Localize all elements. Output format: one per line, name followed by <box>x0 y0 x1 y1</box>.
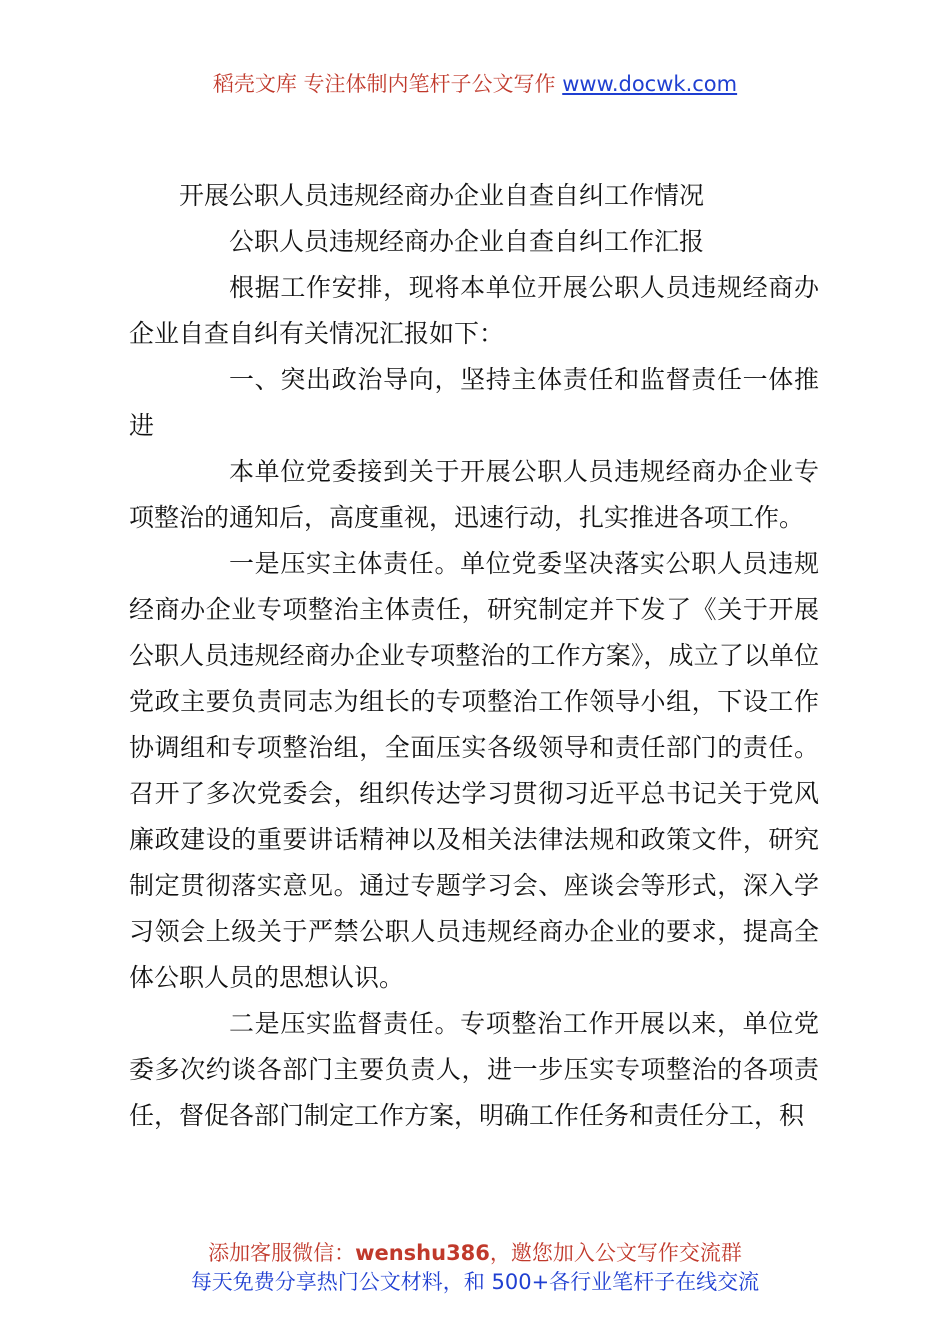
intro-paragraph: 根据工作安排，现将本单位开展公职人员违规经商办企业自查自纠有关情况汇报如下： <box>129 273 819 348</box>
paragraph-2: 一是压实主体责任。单位党委坚决落实公职人员违规经商办企业专项整治主体责任，研究制定并下发了《关于开展公职人员违规经商办企业专项整治的工作方案》，成立了以单位党政主要负责同志为组长的专项整治工作领导小组，下设工作协调组和专项整治组，全面压实各级领导和责任部门的责任。召开了多次党委会，组织传达学习贯彻习近平总书记关于党风廉政建设的重要讲话精神以及相关法律法规和政策文件，研究制定贯彻落实意见。通过专题学习会、座谈会等形式，深入学习领会上级关于严禁公职人员违规经商办企业的要求，提高全体公职人员的思想认识。 <box>129 549 819 992</box>
section-1-heading: 一、突出政治导向，坚持主体责任和监督责任一体推进 <box>129 365 819 440</box>
footer-wechat-id: wenshu386 <box>355 1241 490 1265</box>
footer-contact-line <box>0 1239 950 1268</box>
page-header <box>0 68 950 100</box>
document-title: 开展公职人员违规经商办企业自查自纠工作情况 <box>179 181 705 210</box>
paragraph-1: 本单位党委接到关于开展公职人员违规经商办企业专项整治的通知后，高度重视，迅速行动，扎实推进各项工作。 <box>129 457 819 532</box>
paragraph-3: 二是压实监督责任。专项整治工作开展以来，单位党委多次约谈各部门主要负责人，进一步压实专项整治的各项责任，督促各部门制定工作方案，明确工作任务和责任分工，积 <box>129 1009 819 1130</box>
document-subtitle: 公职人员违规经商办企业自查自纠工作汇报 <box>229 227 705 256</box>
document-body <box>129 173 819 1139</box>
footer-promo-line: 每天免费分享热门公文材料，和 500+各行业笔杆子在线交流 <box>190 1270 760 1294</box>
page-footer <box>0 1239 950 1297</box>
header-url-link[interactable]: www.docwk.com <box>562 72 738 96</box>
footer-suffix: ，邀您加入公文写作交流群 <box>489 1241 742 1265</box>
header-brand: 稻壳文库 专注体制内笔杆子公文写作 <box>212 72 563 96</box>
footer-prefix: 添加客服微信： <box>208 1241 356 1265</box>
